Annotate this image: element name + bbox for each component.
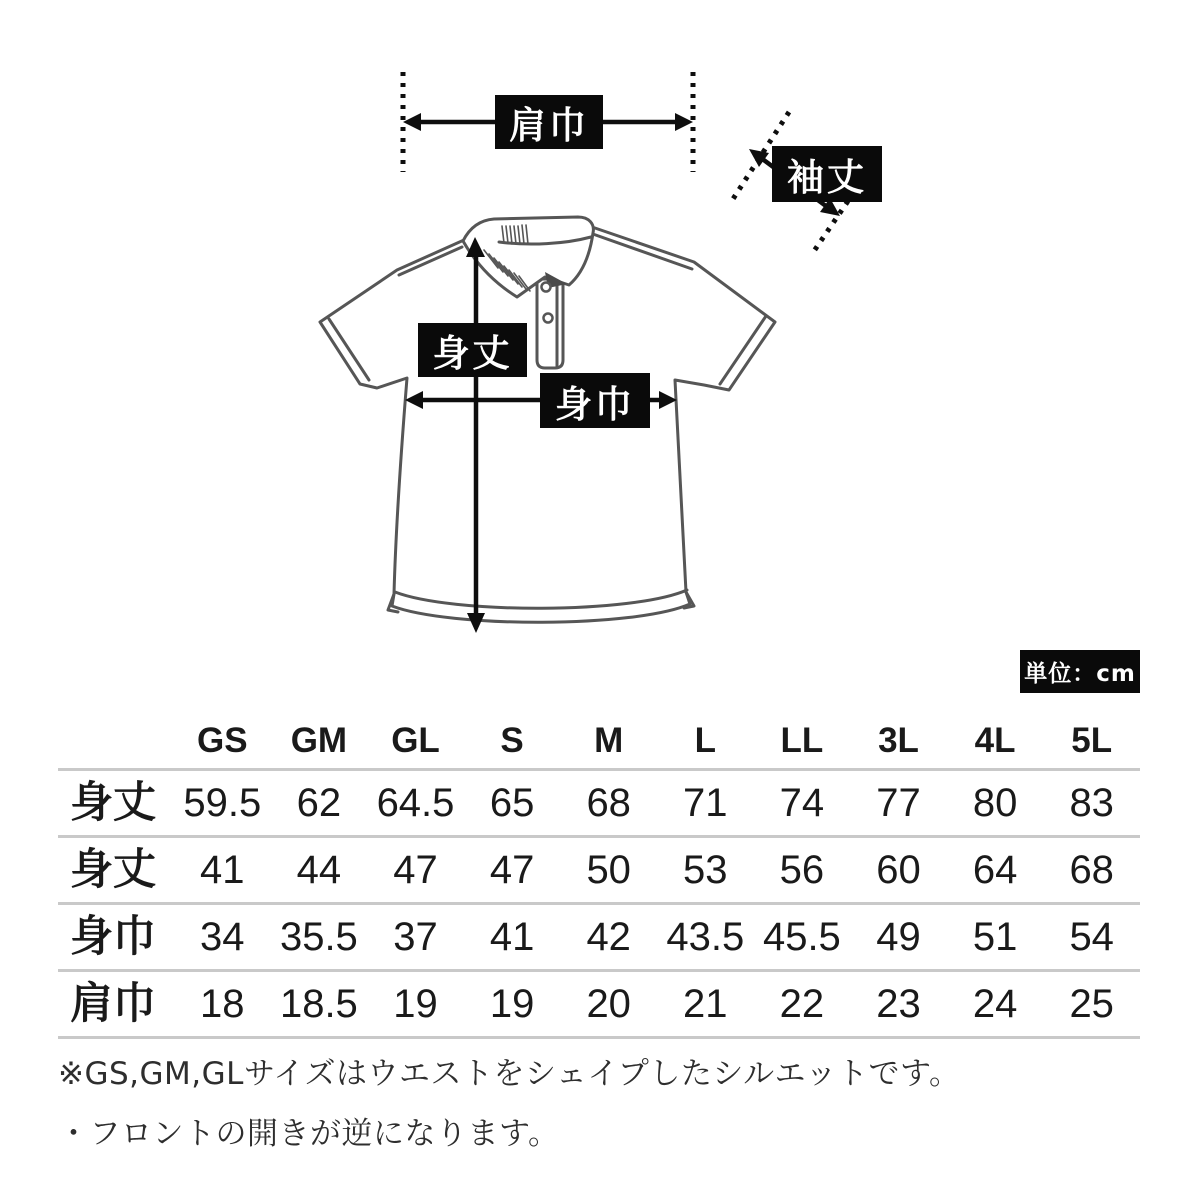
size-cell: 64.5 bbox=[376, 781, 455, 825]
size-cell: 35.5 bbox=[279, 915, 358, 959]
sleeve-length-label: 袖丈 bbox=[772, 146, 882, 202]
size-column-header: 5L bbox=[1071, 720, 1113, 760]
size-cell: 83 bbox=[1069, 781, 1114, 825]
size-table-row bbox=[58, 905, 1140, 972]
size-column-header: GL bbox=[391, 720, 440, 760]
size-cell: 18.5 bbox=[279, 982, 358, 1026]
size-column-header: 3L bbox=[878, 720, 919, 760]
size-cell: 19 bbox=[489, 982, 535, 1026]
size-cell: 62 bbox=[296, 781, 342, 825]
size-cell: 68 bbox=[586, 781, 631, 825]
placket bbox=[537, 279, 563, 368]
size-row-label: 肩巾 bbox=[70, 978, 156, 1029]
size-table-header-row bbox=[58, 712, 1140, 771]
size-cell: 64 bbox=[972, 848, 1018, 892]
size-table-row bbox=[58, 838, 1140, 905]
size-column-header: GM bbox=[290, 720, 348, 760]
size-cell: 77 bbox=[876, 781, 921, 825]
note-line: ※GS,GM,GLサイズはウエストをシェイプしたシルエットです。 bbox=[58, 1056, 961, 1092]
size-cell: 19 bbox=[393, 982, 438, 1026]
size-table bbox=[58, 712, 1140, 1039]
size-column-header: M bbox=[594, 720, 624, 760]
body-length-label: 身丈 bbox=[418, 323, 527, 377]
size-cell: 21 bbox=[683, 982, 728, 1026]
size-cell: 65 bbox=[489, 781, 535, 825]
size-cell: 51 bbox=[972, 915, 1018, 959]
button-bottom bbox=[544, 314, 553, 323]
size-table-row bbox=[58, 771, 1140, 838]
size-cell: 49 bbox=[876, 915, 921, 959]
size-cell: 41 bbox=[489, 915, 535, 959]
size-cell: 47 bbox=[489, 848, 535, 892]
size-cell: 80 bbox=[972, 781, 1018, 825]
size-cell: 68 bbox=[1069, 848, 1114, 892]
body-width-label: 身巾 bbox=[540, 373, 650, 428]
size-cell: 42 bbox=[586, 915, 631, 959]
size-cell: 18 bbox=[200, 982, 245, 1026]
button-top bbox=[542, 283, 551, 292]
size-cell: 47 bbox=[393, 848, 438, 892]
size-cell: 59.5 bbox=[183, 781, 262, 825]
size-cell: 22 bbox=[779, 982, 825, 1026]
size-row-label: 身巾 bbox=[70, 911, 156, 962]
footnotes bbox=[58, 1048, 961, 1168]
size-cell: 37 bbox=[393, 915, 438, 959]
size-column-header: LL bbox=[780, 720, 824, 760]
size-cell: 74 bbox=[779, 781, 825, 825]
size-cell: 43.5 bbox=[666, 915, 745, 959]
size-cell: 71 bbox=[683, 781, 728, 825]
unit-badge: 単位：cm bbox=[1020, 650, 1140, 693]
size-row-label: 身丈 bbox=[70, 777, 156, 828]
shoulder-width-label: 肩巾 bbox=[495, 95, 603, 149]
size-cell: 24 bbox=[972, 982, 1018, 1026]
size-column-header: L bbox=[694, 720, 716, 760]
size-cell: 41 bbox=[200, 848, 245, 892]
size-column-header: S bbox=[500, 720, 524, 760]
size-cell: 45.5 bbox=[762, 915, 841, 959]
size-row-label: 身丈 bbox=[70, 844, 156, 895]
size-cell: 23 bbox=[876, 982, 921, 1026]
size-cell: 25 bbox=[1069, 982, 1114, 1026]
size-cell: 56 bbox=[779, 848, 825, 892]
size-cell: 44 bbox=[296, 848, 342, 892]
note-line: ・フロントの開きが逆になります。 bbox=[58, 1116, 560, 1152]
size-cell: 20 bbox=[586, 982, 631, 1026]
size-cell: 50 bbox=[586, 848, 631, 892]
size-column-header: 4L bbox=[974, 720, 1016, 760]
size-cell: 60 bbox=[876, 848, 921, 892]
size-cell: 53 bbox=[683, 848, 728, 892]
size-table-row bbox=[58, 972, 1140, 1039]
size-cell: 34 bbox=[200, 915, 245, 959]
size-cell: 54 bbox=[1069, 915, 1114, 959]
size-column-header: GS bbox=[197, 720, 248, 760]
